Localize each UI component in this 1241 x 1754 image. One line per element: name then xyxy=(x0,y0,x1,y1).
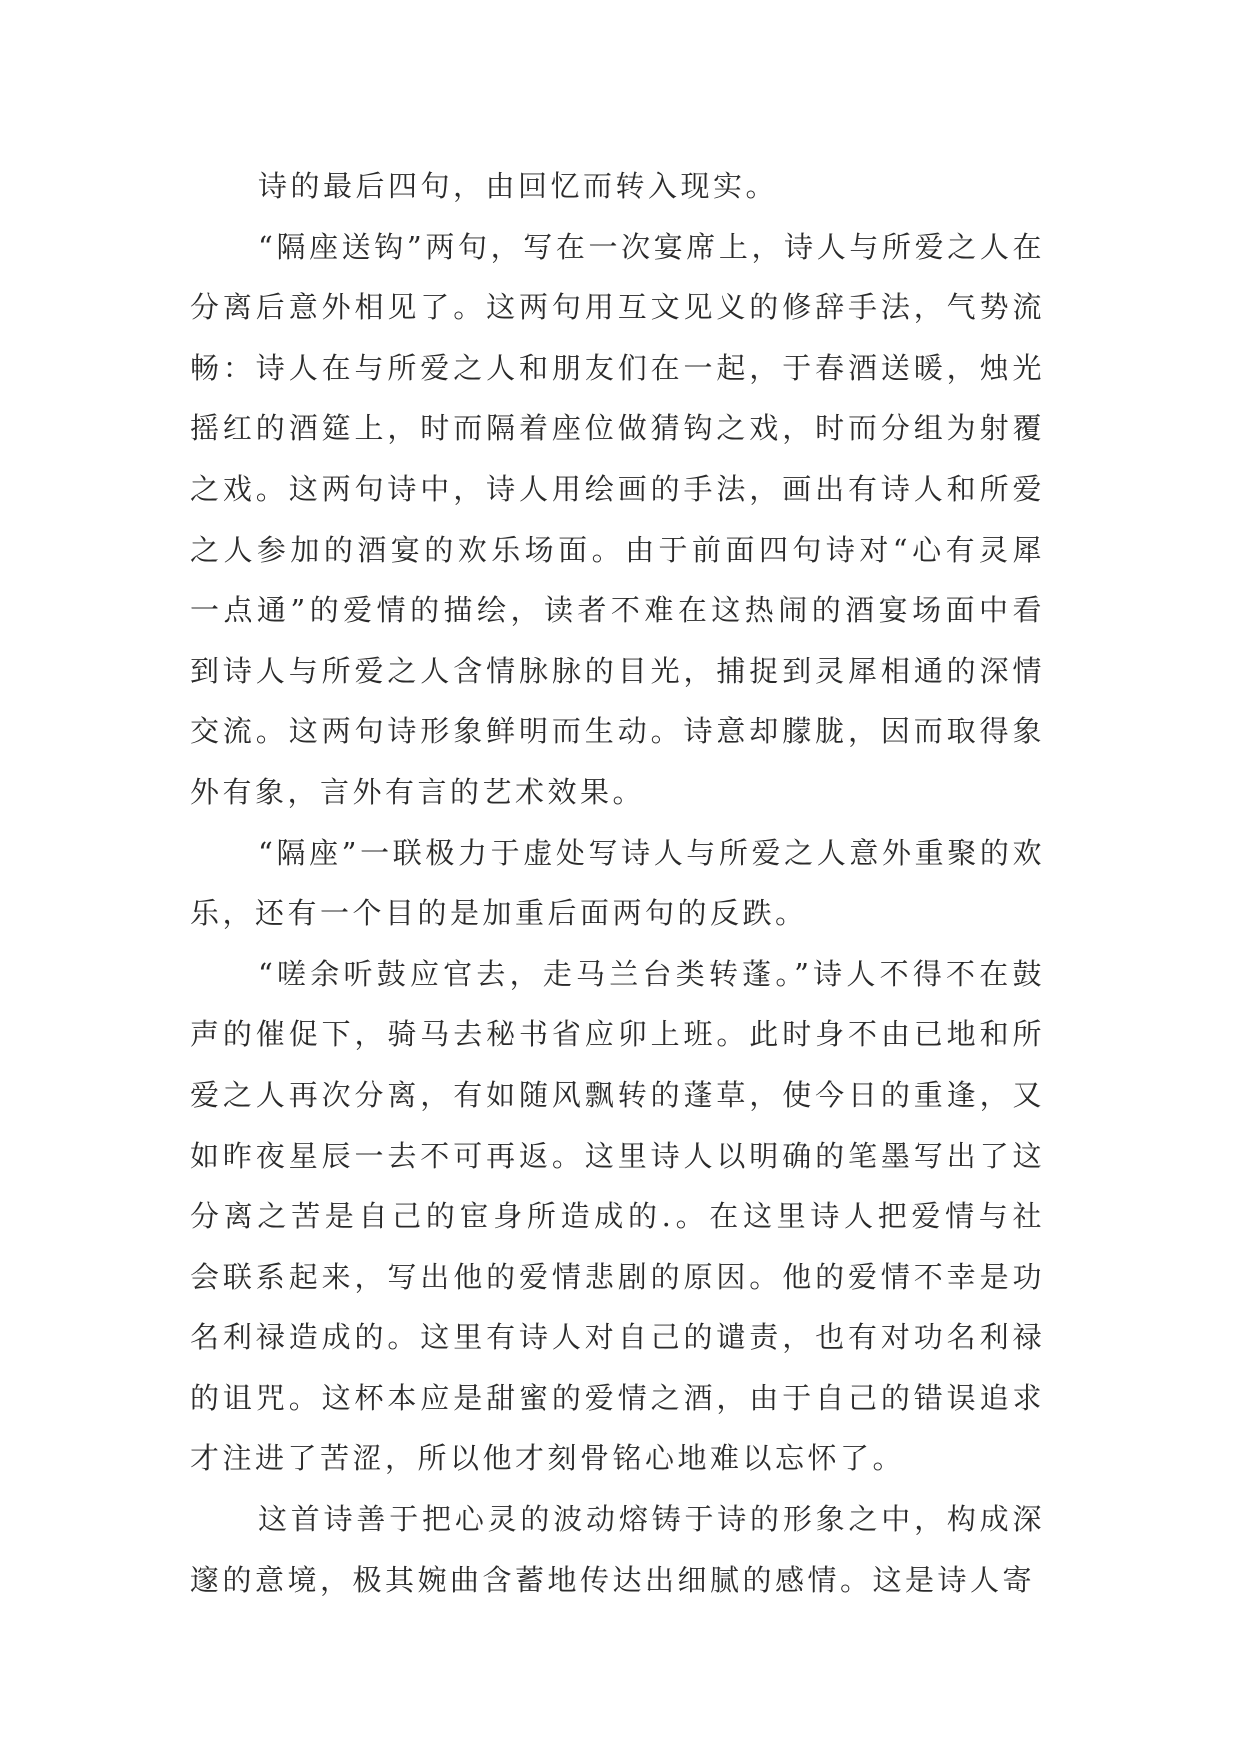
paragraph-2: “隔座送钩”两句，写在一次宴席上，诗人与所爱之人在分离后意外相见了。这两句用互文见义的修辞手法，气势流畅：诗人在与所爱之人和朋友们在一起，于春酒送暖，烛光摇红的酒筵上，时而隔着座位做猜钩之戏，时而分组为射覆之戏。这两句诗中，诗人用绘画的手法，画出有诗人和所爱之人参加的酒宴的欢乐场面。由于前面四句诗对“心有灵犀一点通”的爱情的描绘，读者不难在这热闹的酒宴场面中看到诗人与所爱之人含情脉脉的目光，捕捉到灵犀相通的深情交流。这两句诗形象鲜明而生动。诗意却朦胧，因而取得象外有象，言外有言的艺术效果。 xyxy=(190,229,1045,809)
document-page xyxy=(190,156,1045,1610)
paragraph-5: 这首诗善于把心灵的波动熔铸于诗的形象之中，构成深邃的意境，极其婉曲含蓄地传达出细腻的感情。这是诗人寄 xyxy=(190,1502,1045,1597)
paragraph-1: 诗的最后四句，由回忆而转入现实。 xyxy=(258,169,779,203)
paragraph-4: “嗟余听鼓应官去，走马兰台类转蓬。”诗人不得不在鼓声的催促下，骑马去秘书省应卯上班。此时身不由已地和所爱之人再次分离，有如随风飘转的蓬草，使今日的重逢，又如昨夜星辰一去不可再返。这里诗人以明确的笔墨写出了这分离之苦是自己的宦身所造成的.。在这里诗人把爱情与社会联系起来，写出他的爱情悲剧的原因。他的爱情不幸是功名利禄造成的。这里有诗人对自己的谴责，也有对功名利禄的诅咒。这杯本应是甜蜜的爱情之酒，由于自己的错误追求才注进了苦涩，所以他才刻骨铭心地难以忘怀了。 xyxy=(190,956,1045,1476)
paragraph-3: “隔座”一联极力于虚处写诗人与所爱之人意外重聚的欢乐，还有一个目的是加重后面两句的反跌。 xyxy=(190,835,1045,931)
